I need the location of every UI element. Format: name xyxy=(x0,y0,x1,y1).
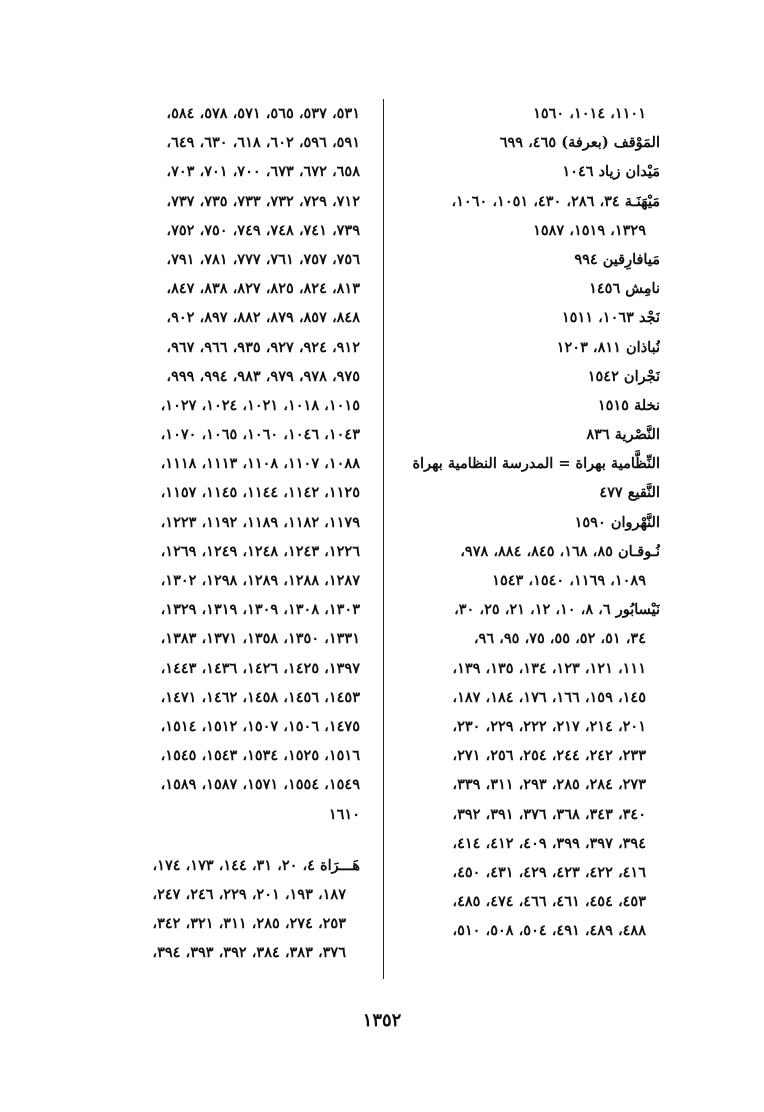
index-line: ١١٢٥، ١١٤٢، ١١٤٤، ١١٤٥، ١١٥٧، xyxy=(160,484,360,502)
column-divider xyxy=(383,99,384,979)
index-line: ٤١٦، ٤٢٢، ٤٢٣، ٤٢٩، ٤٣١، ٤٥٠، xyxy=(452,863,646,881)
index-line: ٧٥٦، ٧٥٧، ٧٦١، ٧٧٧، ٧٨١، ٧٩١، xyxy=(166,250,360,268)
index-line: النَّصْرية ٨٣٦ xyxy=(586,426,660,444)
index-line: ٩٧٥، ٩٧٨، ٩٧٩، ٩٨٣، ٩٩٤، ٩٩٩، xyxy=(166,367,360,385)
index-line: ٣٧٦، ٣٨٣، ٣٨٤، ٣٩٢، ٣٩٣، ٣٩٤، xyxy=(152,944,346,962)
index-line: ١٠٨٨، ١١٠٧، ١١٠٨، ١١١٣، ١١١٨، xyxy=(160,455,360,473)
index-line: نُـوقـان ٨٥، ١٦٨، ٨٤٥، ٨٨٤، ٩٧٨، xyxy=(460,542,660,560)
index-line: ١٥٤٩، ١٥٥٤، ١٥٧١، ١٥٨٧، ١٥٨٩، xyxy=(160,776,360,794)
left-column-bottom-block xyxy=(60,851,360,968)
index-line: ٢٠١، ٢١٤، ٢١٧، ٢٢٢، ٢٢٩، ٢٣٠، xyxy=(452,717,646,735)
index-line: ١٨٧، ١٩٣، ٢٠١، ٢٢٩، ٢٤٦، ٢٤٧، xyxy=(152,885,346,903)
index-line: نُباذان ٨١١، ١٢٠٣ xyxy=(556,338,660,356)
entry-gap xyxy=(60,829,360,851)
index-line: هَـــرَاة ٤، ٢٠، ٣١، ١٤٤، ١٧٣، ١٧٤، xyxy=(152,856,360,874)
index-line: ٢٥٣، ٢٧٤، ٢٨٥، ٣١١، ٣٢١، ٣٤٢، xyxy=(152,915,346,933)
index-line: ٧٣٩، ٧٤١، ٧٤٨، ٧٤٩، ٧٥٠، ٧٥٢، xyxy=(166,221,360,239)
index-line: النِّظَّامية بهراة = المدرسة النظامية بهراة xyxy=(412,455,660,473)
index-line: ١٢٢٦، ١٢٤٣، ١٢٤٨، ١٢٤٩، ١٢٦٩، xyxy=(160,542,360,560)
index-line: ٧١٢، ٧٢٩، ٧٣٢، ٧٣٣، ٧٣٥، ٧٣٧، xyxy=(166,192,360,210)
index-line: ١١١، ١٢١، ١٢٣، ١٣٤، ١٣٥، ١٣٩، xyxy=(452,659,646,677)
index-line: النَّقيع ٤٧٧ xyxy=(599,484,660,502)
page-number: ١٣٥٢ xyxy=(362,1010,402,1031)
index-line: ٣٩٤، ٣٩٧، ٣٩٩، ٤٠٩، ٤١٢، ٤١٤، xyxy=(452,834,646,852)
index-line: نخلة ١٥١٥ xyxy=(597,396,660,414)
index-line: نَجْد ١٠٦٣، ١٥١١ xyxy=(561,309,660,327)
index-line: ٥٩١، ٥٩٦، ٦٠٢، ٦١٨، ٦٣٠، ٦٤٩، xyxy=(166,134,360,152)
index-line: ١٦١٠ xyxy=(328,805,360,823)
index-line: نَيْسابُور ٦، ٨، ١٠، ١٢، ٢١، ٢٥، ٣٠، xyxy=(454,601,660,619)
index-line: نامِش ١٤٥٦ xyxy=(589,280,660,298)
index-line: ٢٧٣، ٢٨٤، ٢٨٥، ٢٩٣، ٣١١، ٣٣٩، xyxy=(452,776,646,794)
index-line: مَيْهَنَـة ٣٤، ٢٨٦، ٤٣٠، ١٠٥١، ١٠٦٠، xyxy=(451,192,660,210)
index-line: ١١٧٩، ١١٨٢، ١١٨٩، ١١٩٢، ١٢٢٣، xyxy=(160,513,360,531)
index-line: ١١٠١، ١٠١٤، ١٥٦٠ xyxy=(533,105,646,122)
index-line: ٨١٣، ٨٢٤، ٨٢٥، ٨٢٧، ٨٣٨، ٨٤٧، xyxy=(166,280,360,298)
index-line: ١٠٤٣، ١٠٤٦، ١٠٦٠، ١٠٦٥، ١٠٧٠، xyxy=(160,426,360,444)
index-line: مَيافارِقين ٩٩٤ xyxy=(574,250,660,268)
left-column-top-block xyxy=(60,99,360,829)
index-line: ٦٥٨، ٦٧٢، ٦٧٣، ٧٠٠، ٧٠١، ٧٠٣، xyxy=(166,163,360,181)
index-line: ١٠١٥، ١٠١٨، ١٠٢١، ١٠٢٤، ١٠٢٧، xyxy=(160,396,360,414)
index-line: مَيْدان زياد ١٠٤٦ xyxy=(562,163,660,181)
index-line: ٣٤٠، ٣٤٣، ٣٦٨، ٣٧٦، ٣٩١، ٣٩٢، xyxy=(452,805,646,823)
index-line: ٤٥٣، ٤٥٤، ٤٦١، ٤٦٦، ٤٧٤، ٤٨٥، xyxy=(452,893,646,911)
index-line: ١٣٣١، ١٣٥٠، ١٣٥٨، ١٣٧١، ١٣٨٣، xyxy=(160,630,360,648)
index-line: ١٢٨٧، ١٢٨٨، ١٢٨٩، ١٢٩٨، ١٣٠٢، xyxy=(160,572,360,589)
index-line: ٢٣٣، ٢٤٢، ٢٤٤، ٢٥٤، ٢٥٦، ٢٧١، xyxy=(452,747,646,765)
index-line: النَّهْروان ١٥٩٠ xyxy=(574,513,660,531)
index-line: ٩١٢، ٩٢٤، ٩٢٧، ٩٣٥، ٩٦٦، ٩٦٧، xyxy=(166,338,360,356)
right-column xyxy=(398,99,660,945)
index-line: ١٣٩٧، ١٤٢٥، ١٤٢٦، ١٤٣٦، ١٤٤٣، xyxy=(160,659,360,677)
index-line: المَوْقف (بعرفة) ٤٦٥، ٦٩٩ xyxy=(499,134,660,152)
index-line: ١٤٧٥، ١٥٠٦، ١٥٠٧، ١٥١٢، ١٥١٤، xyxy=(160,717,360,735)
index-line: ٤٨٨، ٤٨٩، ٤٩١، ٥٠٤، ٥٠٨، ٥١٠، xyxy=(452,922,646,940)
index-line: ١٥١٦، ١٥٢٥، ١٥٣٤، ١٥٤٣، ١٥٤٥، xyxy=(160,747,360,765)
index-line: ٥٣١، ٥٣٧، ٥٦٥، ٥٧١، ٥٧٨، ٥٨٤، xyxy=(166,105,360,122)
index-line: نَجْران ١٥٤٢ xyxy=(587,367,660,385)
index-line: ٨٤٨، ٨٥٧، ٨٧٩، ٨٨٢، ٨٩٧، ٩٠٢، xyxy=(166,309,360,327)
index-line: ١٤٥، ١٥٩، ١٦٦، ١٧٦، ١٨٤، ١٨٧، xyxy=(452,688,646,706)
index-line: ١٤٥٣، ١٤٥٦، ١٤٥٨، ١٤٦٢، ١٤٧١، xyxy=(160,688,360,706)
index-line: ٣٤، ٥١، ٥٢، ٥٥، ٧٥، ٩٥، ٩٦، xyxy=(473,630,646,648)
index-line: ١٣٠٣، ١٣٠٨، ١٣٠٩، ١٣١٩، ١٣٢٩، xyxy=(160,601,360,619)
left-column xyxy=(60,99,360,967)
index-line: ١٠٨٩، ١١٦٩، ١٥٤٠، ١٥٤٣ xyxy=(492,572,646,589)
index-line: ١٣٢٩، ١٥١٩، ١٥٨٧ xyxy=(533,221,646,239)
